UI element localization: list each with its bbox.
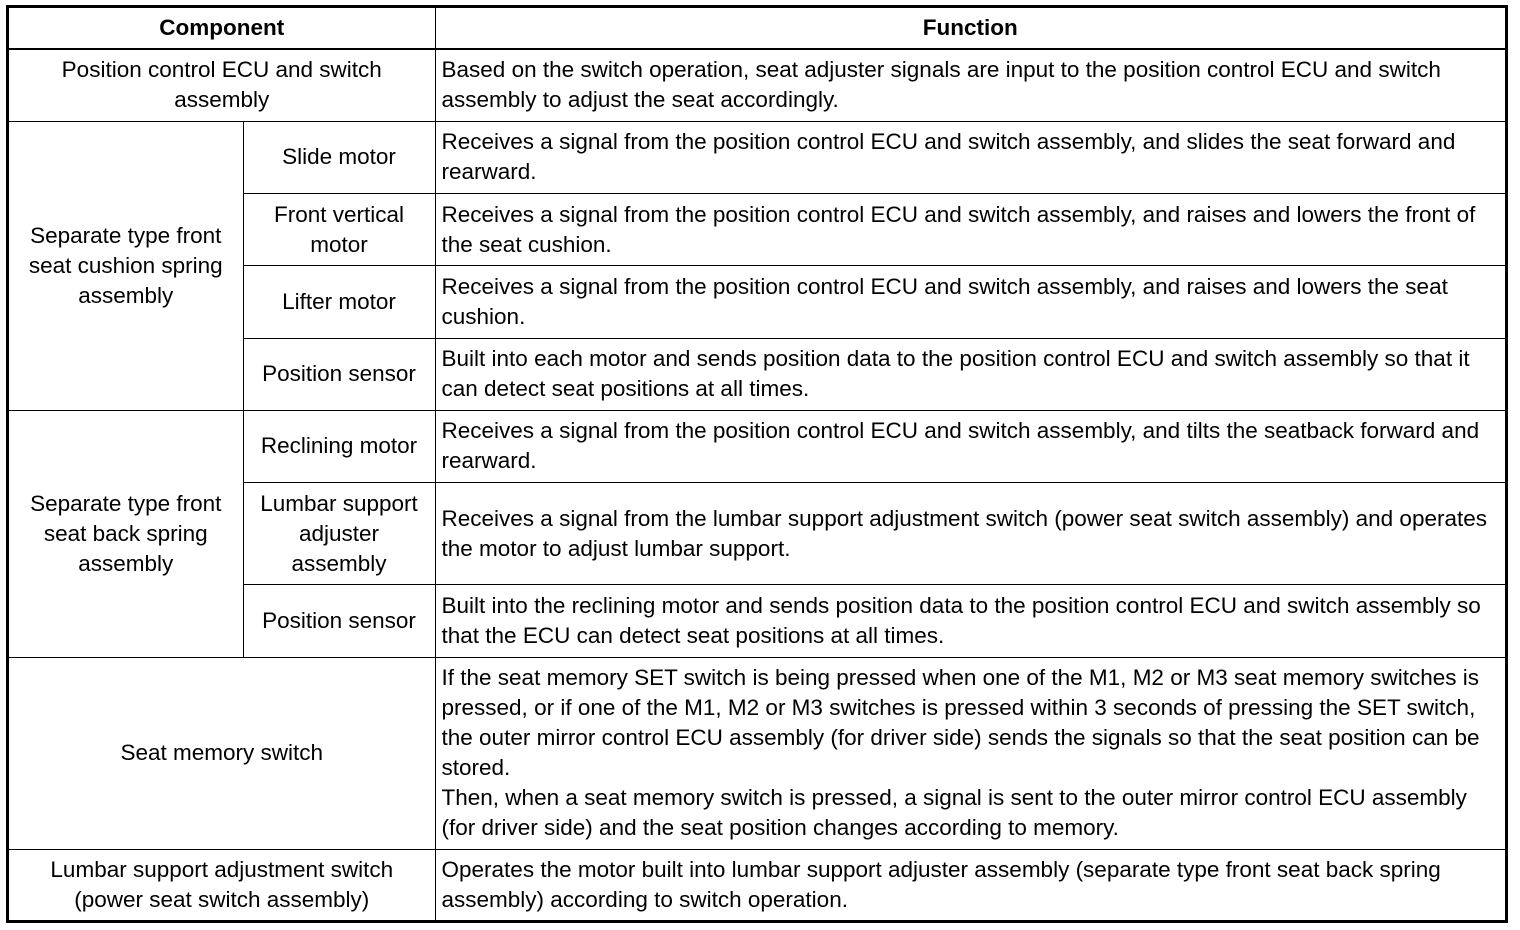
function-lifter-motor: Receives a signal from the position control ECU and switch assembly, and raises and lowers the seat cushion. xyxy=(435,266,1505,338)
function-lumbar-support-adjuster: Receives a signal from the lumbar support adjustment switch (power seat switch assembly) and operates the motor to adjust lumbar support. xyxy=(435,483,1505,585)
function-front-vertical-motor: Receives a signal from the position control ECU and switch assembly, and raises and lowers the front of the seat cushion. xyxy=(435,194,1505,266)
function-slide-motor: Receives a signal from the position control ECU and switch assembly, and slides the seat forward and rearward. xyxy=(435,121,1505,193)
component-position-control-ecu: Position control ECU and switch assembly xyxy=(9,49,435,121)
function-position-sensor-cushion: Built into each motor and sends position data to the position control ECU and switch assembly so that it can detect seat positions at all times. xyxy=(435,338,1505,410)
function-position-control-ecu: Based on the switch operation, seat adjuster signals are input to the position control ECU and switch assembly to adjust the seat accordingly. xyxy=(435,49,1505,121)
component-function-table-frame xyxy=(6,5,1508,923)
header-function: Function xyxy=(435,8,1505,49)
subcomponent-lumbar-support-adjuster: Lumbar support adjuster assembly xyxy=(243,483,435,585)
function-position-sensor-back: Built into the reclining motor and sends position data to the position control ECU and switch assembly so that the ECU can detect seat positions at all times. xyxy=(435,585,1505,657)
component-seat-back-spring-assembly: Separate type front seat back spring assembly xyxy=(9,410,243,657)
subcomponent-slide-motor: Slide motor xyxy=(243,121,435,193)
component-seat-memory-switch: Seat memory switch xyxy=(9,657,435,850)
table-row xyxy=(9,410,1505,482)
function-seat-memory-switch-paragraph-2: Then, when a seat memory switch is pressed, a signal is sent to the outer mirror control ECU assembly (for driver side) and the seat position changes according to memory. xyxy=(441,785,1467,841)
table-row xyxy=(9,657,1505,850)
header-component: Component xyxy=(9,8,435,49)
function-seat-memory-switch xyxy=(435,657,1505,850)
subcomponent-lifter-motor: Lifter motor xyxy=(243,266,435,338)
component-lumbar-support-adjustment-switch: Lumbar support adjustment switch (power seat switch assembly) xyxy=(9,850,435,920)
table-header-row xyxy=(9,8,1505,49)
subcomponent-position-sensor-cushion: Position sensor xyxy=(243,338,435,410)
subcomponent-position-sensor-back: Position sensor xyxy=(243,585,435,657)
component-seat-cushion-spring-assembly: Separate type front seat cushion spring assembly xyxy=(9,121,243,410)
table-row xyxy=(9,850,1505,920)
component-function-table xyxy=(9,8,1505,920)
table-row xyxy=(9,49,1505,121)
subcomponent-reclining-motor: Reclining motor xyxy=(243,410,435,482)
function-reclining-motor: Receives a signal from the position control ECU and switch assembly, and tilts the seatback forward and rearward. xyxy=(435,410,1505,482)
table-row xyxy=(9,121,1505,193)
subcomponent-front-vertical-motor: Front vertical motor xyxy=(243,194,435,266)
function-lumbar-support-adjustment-switch: Operates the motor built into lumbar support adjuster assembly (separate type front seat back spring assembly) according to switch operation. xyxy=(435,850,1505,920)
function-seat-memory-switch-paragraph-1: If the seat memory SET switch is being pressed when one of the M1, M2 or M3 seat memory switches is pressed, or if one of the M1, M2 or M3 switches is pressed within 3 seconds of pressing the SET switch, the outer mirror control ECU assembly (for driver side) sends the signals so that the seat position can be stored. xyxy=(441,665,1480,781)
